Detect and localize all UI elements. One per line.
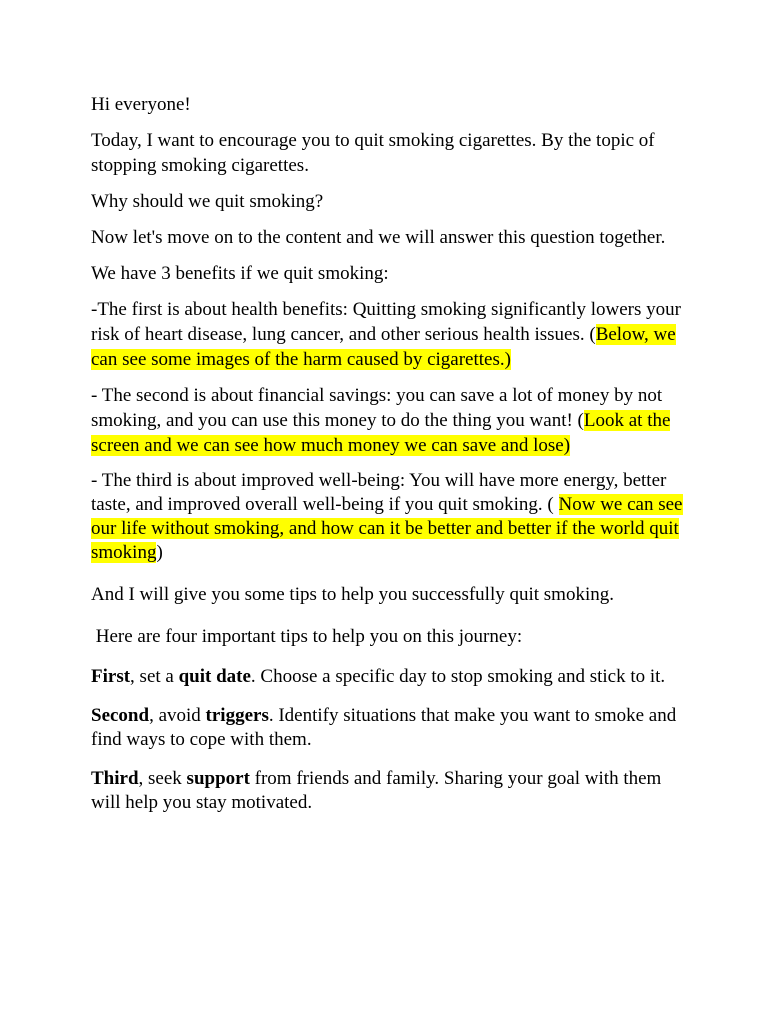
benefit-wellbeing-paragraph bbox=[91, 469, 691, 565]
tip-label: Second bbox=[91, 705, 150, 726]
tip-label: Third bbox=[91, 768, 139, 789]
benefit-wellbeing-highlight: Now we can see our life without smoking, and how can it be better and better if the world quit smoking bbox=[91, 494, 683, 563]
tip-label: First bbox=[91, 666, 131, 687]
benefits-intro: We have 3 benefits if we quit smoking: bbox=[91, 263, 389, 284]
benefit-financial-paragraph bbox=[91, 383, 691, 458]
tip-key: triggers bbox=[205, 705, 269, 726]
tip-paragraph bbox=[91, 665, 691, 689]
tip-paragraph bbox=[91, 704, 691, 752]
intro-paragraph: Today, I want to encourage you to quit smoking cigarettes. By the topic of stopping smoking cigarettes. bbox=[91, 130, 655, 176]
document-page bbox=[91, 92, 691, 830]
tip-text: , set a bbox=[130, 666, 179, 687]
tip-text: , seek bbox=[138, 768, 187, 789]
move-on-paragraph: Now let's move on to the content and we will answer this question together. bbox=[91, 227, 666, 248]
benefit-wellbeing-text: - The third is about improved well-being: You will have more energy, better taste, and improved overall well-being if you quit smoking. ( bbox=[91, 470, 667, 515]
benefit-wellbeing-tail: ) bbox=[156, 542, 163, 563]
benefit-financial-highlight: Look at the screen and we can see how much money we can save and lose) bbox=[91, 410, 671, 456]
greeting: Hi everyone! bbox=[91, 94, 191, 115]
tips-lead-paragraph: Here are four important tips to help you on this journey: bbox=[91, 626, 523, 647]
tip-key: quit date bbox=[178, 666, 251, 687]
tip-text: . Choose a specific day to stop smoking and stick to it. bbox=[250, 666, 666, 687]
tip-key: support bbox=[186, 768, 250, 789]
question-paragraph: Why should we quit smoking? bbox=[91, 191, 324, 212]
tip-text: from friends and family. Sharing your goal with them will help you stay motivated. bbox=[91, 768, 662, 813]
benefit-health-text: -The first is about health benefits: Quitting smoking significantly lowers your risk of heart disease, lung cancer, and other serious health issues. ( bbox=[91, 299, 681, 345]
tip-paragraph bbox=[91, 767, 691, 815]
tip-text: , avoid bbox=[149, 705, 206, 726]
benefit-health-paragraph bbox=[91, 297, 691, 372]
tips-intro-paragraph: And I will give you some tips to help you successfully quit smoking. bbox=[91, 584, 614, 605]
benefit-financial-text: - The second is about financial savings: you can save a lot of money by not smoking, and you can use this money to do the thing you want! ( bbox=[91, 385, 663, 431]
benefit-health-highlight: Below, we can see some images of the harm caused by cigarettes.) bbox=[91, 324, 676, 370]
tip-text: . Identify situations that make you want to smoke and find ways to cope with them. bbox=[91, 705, 677, 750]
